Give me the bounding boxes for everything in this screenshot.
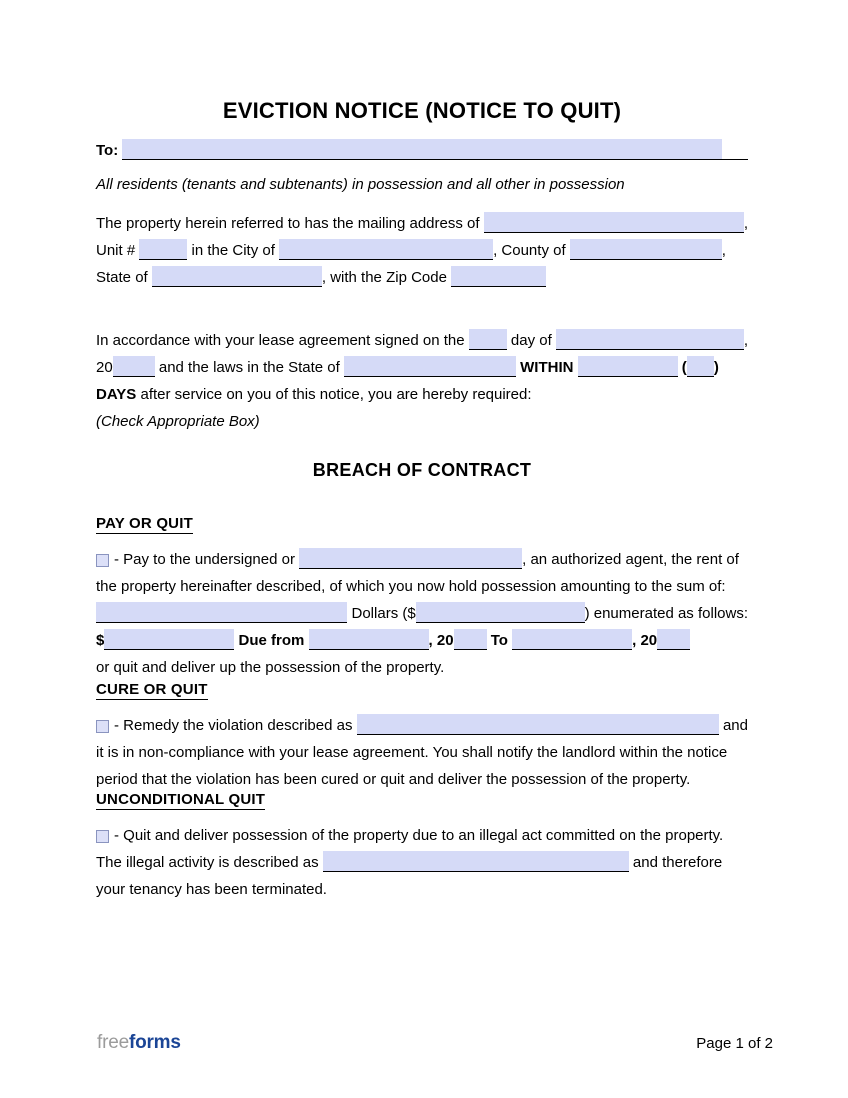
text-run: , 20 xyxy=(428,632,454,649)
field-highlight xyxy=(357,714,719,734)
authorized-agent-field[interactable] xyxy=(299,548,522,569)
form-line xyxy=(96,818,748,845)
field-highlight xyxy=(556,329,744,349)
text-run: In accordance with your lease agreement signed on the xyxy=(96,332,469,349)
amount-words-field[interactable] xyxy=(96,602,347,623)
amount-numeric-field[interactable] xyxy=(416,602,585,623)
illegal-activity-field[interactable] xyxy=(323,851,629,872)
city-field[interactable] xyxy=(279,239,493,260)
text-run: period that the violation has been cured or quit and deliver the possession of the property. xyxy=(96,771,691,788)
field-highlight xyxy=(484,212,744,232)
form-line xyxy=(96,323,748,350)
pay-or-quit-checkbox[interactable] xyxy=(96,554,109,567)
field-highlight xyxy=(122,139,722,159)
unconditional-quit-heading xyxy=(96,791,748,811)
lease-day-field[interactable] xyxy=(469,329,507,350)
text-run: The illegal activity is described as xyxy=(96,854,323,871)
form-line xyxy=(96,350,748,377)
text-run: and xyxy=(718,717,748,734)
brand-free: free xyxy=(97,1032,129,1053)
form-line xyxy=(96,206,748,233)
text-run: To: xyxy=(96,142,123,159)
text-run: , xyxy=(721,242,726,259)
freeforms-logo xyxy=(97,1032,181,1054)
form-line xyxy=(96,650,748,677)
form-line xyxy=(96,233,748,260)
text-run: and the laws in the State of xyxy=(154,359,344,376)
text-run: and therefore xyxy=(628,854,723,871)
text-run: , with the Zip Code xyxy=(321,269,452,286)
form-line xyxy=(96,708,748,735)
state-field[interactable] xyxy=(152,266,322,287)
form-line xyxy=(96,404,748,431)
section-unconditional-quit xyxy=(96,791,748,899)
text-run: State of xyxy=(96,269,152,286)
lease-month-field[interactable] xyxy=(556,329,744,350)
rent-due-amount-field[interactable] xyxy=(104,629,234,650)
form-line xyxy=(96,260,748,287)
text-run: it is in non-compliance with your lease agreement. You shall notify the landlord within the notice xyxy=(96,744,728,761)
text-run: - Remedy the violation described as xyxy=(114,717,357,734)
text-run: , 20 xyxy=(632,632,658,649)
property-address-paragraph xyxy=(96,206,748,287)
cure-or-quit-paragraph xyxy=(96,708,748,789)
cure-or-quit-heading-label: CURE OR QUIT xyxy=(96,681,208,698)
notice-days-number-field[interactable] xyxy=(687,356,714,377)
unconditional-quit-heading-label: UNCONDITIONAL QUIT xyxy=(96,791,266,808)
text-run: in the City of xyxy=(187,242,280,259)
notice-terms-paragraph xyxy=(96,323,748,431)
due-to-year-field[interactable] xyxy=(657,629,690,650)
pay-or-quit-heading-label: PAY OR QUIT xyxy=(96,515,193,532)
notice-days-words-field[interactable] xyxy=(578,356,678,377)
text-run: , xyxy=(743,215,748,232)
text-run: To xyxy=(486,632,513,649)
text-run: Dollars ($ xyxy=(347,605,416,622)
page-footer xyxy=(0,1032,848,1098)
text-run: $ xyxy=(96,632,105,649)
form-line xyxy=(96,596,748,623)
violation-description-field[interactable] xyxy=(357,714,719,735)
due-from-date-field[interactable] xyxy=(309,629,429,650)
to-line xyxy=(96,133,748,160)
text-run: - Pay to the undersigned or xyxy=(114,551,300,568)
text-run: (Check Appropriate Box) xyxy=(96,413,260,430)
form-line xyxy=(96,569,748,596)
section-pay-or-quit xyxy=(96,515,748,677)
text-run: , County of xyxy=(493,242,570,259)
text-run: 20 xyxy=(96,359,113,376)
unconditional-quit-paragraph xyxy=(96,818,748,899)
due-from-year-field[interactable] xyxy=(454,629,487,650)
section-cure-or-quit xyxy=(96,681,748,789)
text-run: ) xyxy=(713,359,719,376)
text-run: ) enumerated as follows: xyxy=(584,605,748,622)
form-line xyxy=(96,133,748,160)
text-run: your tenancy has been terminated. xyxy=(96,881,327,898)
recipients-note: All residents (tenants and subtenants) in possession and all other in possession xyxy=(96,176,625,193)
form-line xyxy=(96,542,748,569)
lease-year-field[interactable] xyxy=(113,356,155,377)
text-run: DAYS xyxy=(96,386,137,403)
text-run: day of xyxy=(506,332,556,349)
pay-or-quit-heading xyxy=(96,515,748,535)
pay-or-quit-paragraph xyxy=(96,542,748,677)
form-line xyxy=(96,623,748,650)
mailing-address-field[interactable] xyxy=(484,212,744,233)
text-run: ( xyxy=(677,359,687,376)
document-title: EVICTION NOTICE (NOTICE TO QUIT) xyxy=(222,98,622,123)
governing-state-field[interactable] xyxy=(344,356,516,377)
form-line xyxy=(96,762,748,789)
breach-of-contract-heading: BREACH OF CONTRACT xyxy=(312,460,532,480)
text-run: Due from xyxy=(234,632,309,649)
text-run: The property herein referred to has the mailing address of xyxy=(96,215,484,232)
brand-forms: forms xyxy=(128,1032,181,1053)
text-run: after service on you of this notice, you are hereby required: xyxy=(136,386,532,403)
zip-code-field[interactable] xyxy=(451,266,546,287)
form-line xyxy=(96,735,748,762)
county-field[interactable] xyxy=(570,239,722,260)
text-run: Unit # xyxy=(96,242,140,259)
unit-number-field[interactable] xyxy=(139,239,187,260)
unconditional-quit-checkbox[interactable] xyxy=(96,830,109,843)
text-run: , an authorized agent, the rent of xyxy=(522,551,739,568)
form-line xyxy=(96,377,748,404)
text-run: WITHIN xyxy=(515,359,578,376)
cure-or-quit-checkbox[interactable] xyxy=(96,720,109,733)
due-to-date-field[interactable] xyxy=(512,629,632,650)
text-run: , xyxy=(743,332,748,349)
form-line xyxy=(96,872,748,899)
cure-or-quit-heading xyxy=(96,681,748,701)
recipient-field[interactable] xyxy=(122,139,748,160)
text-run: - Quit and deliver possession of the property due to an illegal act committed on the property. xyxy=(114,827,724,844)
page-number: Page 1 of 2 xyxy=(696,1035,773,1052)
text-run: or quit and deliver up the possession of the property. xyxy=(96,659,445,676)
text-run: the property hereinafter described, of which you now hold possession amounting to the sum of: xyxy=(96,578,726,595)
form-line xyxy=(96,845,748,872)
